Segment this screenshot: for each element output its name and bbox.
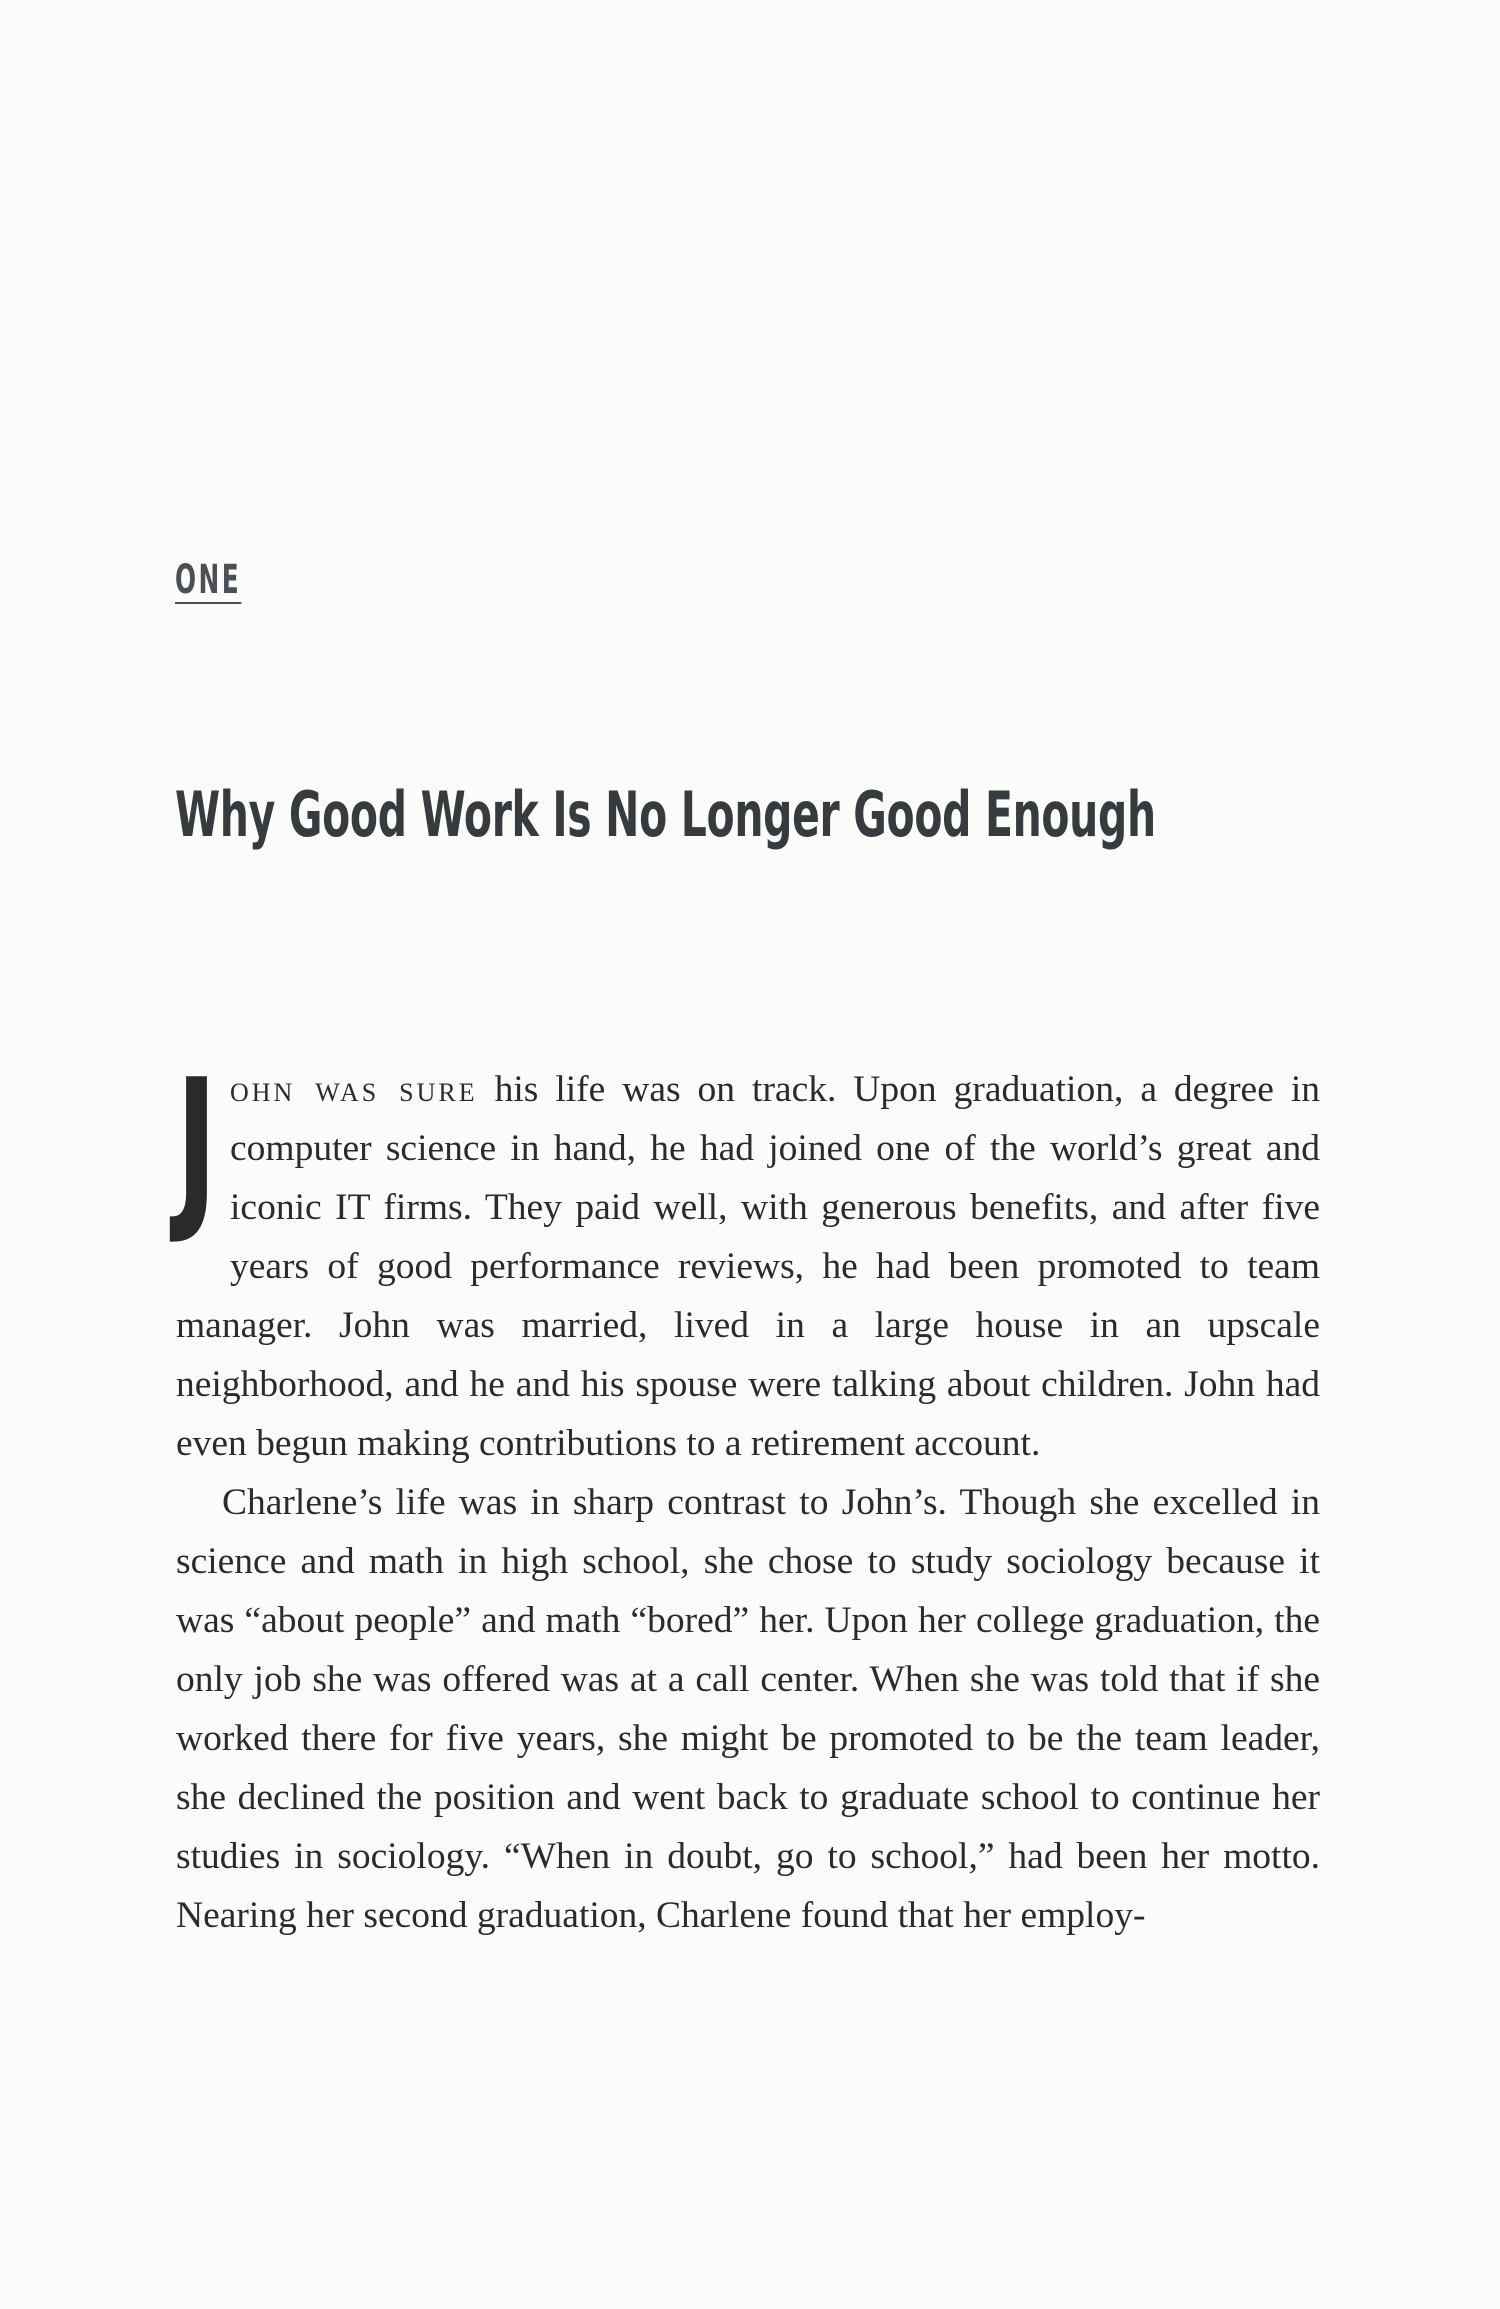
chapter-number: ONE xyxy=(175,557,242,603)
paragraph-text: his life was on track. Upon graduation, a degree in computer science in hand, he had joined one of the world’s great and iconic IT firms. They paid well, with generous benefits, and after five years of good performance reviews, he had been promoted to team manager. John was married, lived in a large house in an upscale neighborhood, and he and his spouse were talking about children. John had even begun making contributions to a retirement account. xyxy=(176,1069,1320,1464)
paragraph xyxy=(176,1041,1320,1473)
small-caps-lead-in: ohn was sure xyxy=(230,1069,478,1110)
chapter-title: Why Good Work Is No Longer Good Enough xyxy=(175,778,1156,851)
paragraph-text: Charlene’s life was in sharp contrast to John’s. Though she excelled in science and math in high school, she chose to study sociology because it was “about people” and math “bored” her. Upon her college graduation, the only job she was offered was at a call center. When she was told that if she worked there for five years, she might be promoted to be the team leader, she declined the position and went back to graduate school to continue her studies in sociology. “When in doubt, go to school,” had been her motto. Nearing her second graduation, Charlene found that her employ- xyxy=(176,1482,1320,1936)
paragraph xyxy=(176,1473,1320,1945)
drop-cap: J xyxy=(176,1041,218,1248)
chapter-body xyxy=(176,1041,1320,1945)
